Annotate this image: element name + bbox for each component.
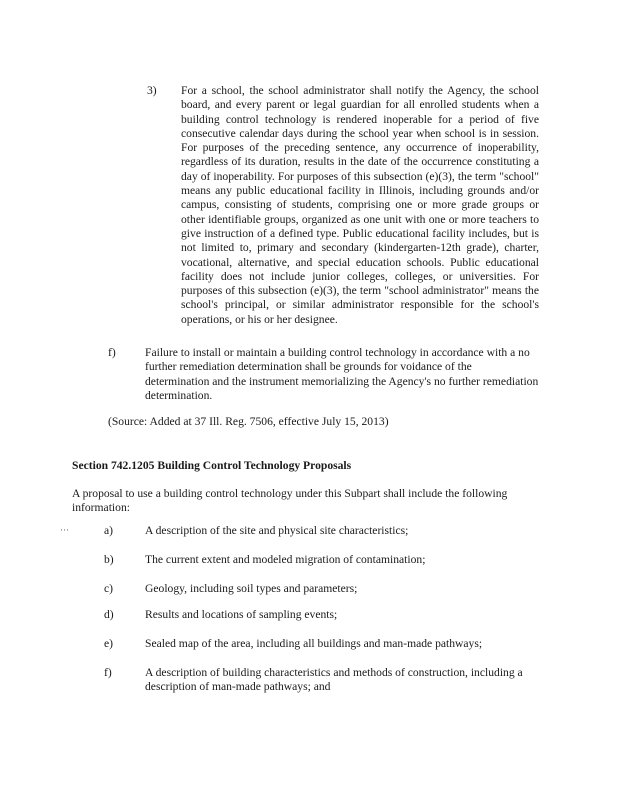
list-item-a-label: a) [104,524,114,537]
subsection-e3-label: 3) [147,84,157,97]
subsection-e3-text: For a school, the school administrator shall notify the Agency, the school board, and every parent or legal guardian for all enrolled students when a building control technology is rendered inoperable for a period of five consecutive calendar days during the school year when school is in session. For purposes of the preceding sentence, any occurrence of inoperability, regardless of its duration, results in the date of the occurrence constituting a day of inoperability. For purposes of this subsection (e)(3), the term "school" means any public educational facility in Illinois, including grounds and/or campus, consisting of students, comprising one or more grade groups or other identifiable groups, organized as one unit with one or more teachers to give instruction of a defined type. Public educational facility includes, but is not limited to, primary and secondary (kindergarten-12th grade), charter, vocational, alternative, and special education schools. Public educational facility does not include junior colleges, colleges, or universities. For purposes of this subsection (e)(3), the term "school administrator" means the school's principal, or similar administrator responsible for the school's operations, or his or her designee. [181,84,539,326]
subsection-f-text: Failure to install or maintain a building control technology in accordance with a no further remediation determination shall be grounds for voidance of the determination and the instrument memorializing the Agency's no further remediation determination. [145,346,539,402]
list-item-b-text: The current extent and modeled migration of contamination; [145,553,426,566]
section-heading: Section 742.1205 Building Control Technology Proposals [72,459,352,472]
margin-mark: ··· [60,525,69,535]
list-item-f-text: A description of building characteristics and methods of construction, including a description of man-made pathways; and [145,666,523,694]
list-item-a-text: A description of the site and physical site characteristics; [145,524,409,537]
list-item-f-label: f) [104,666,112,679]
list-item-c-text: Geology, including soil types and parameters; [145,582,358,595]
list-item-d-text: Results and locations of sampling events; [145,608,338,621]
list-item-e-label: e) [104,637,114,650]
list-item-b-label: b) [104,553,114,566]
list-item-c-label: c) [104,582,114,595]
list-item-d-label: d) [104,608,114,621]
source-note: (Source: Added at 37 Ill. Reg. 7506, effective July 15, 2013) [108,415,389,428]
list-item-e-text: Sealed map of the area, including all buildings and man-made pathways; [145,637,483,650]
intro-paragraph: A proposal to use a building control technology under this Subpart shall include the following information: [72,487,508,515]
subsection-f-label: f) [108,346,116,359]
